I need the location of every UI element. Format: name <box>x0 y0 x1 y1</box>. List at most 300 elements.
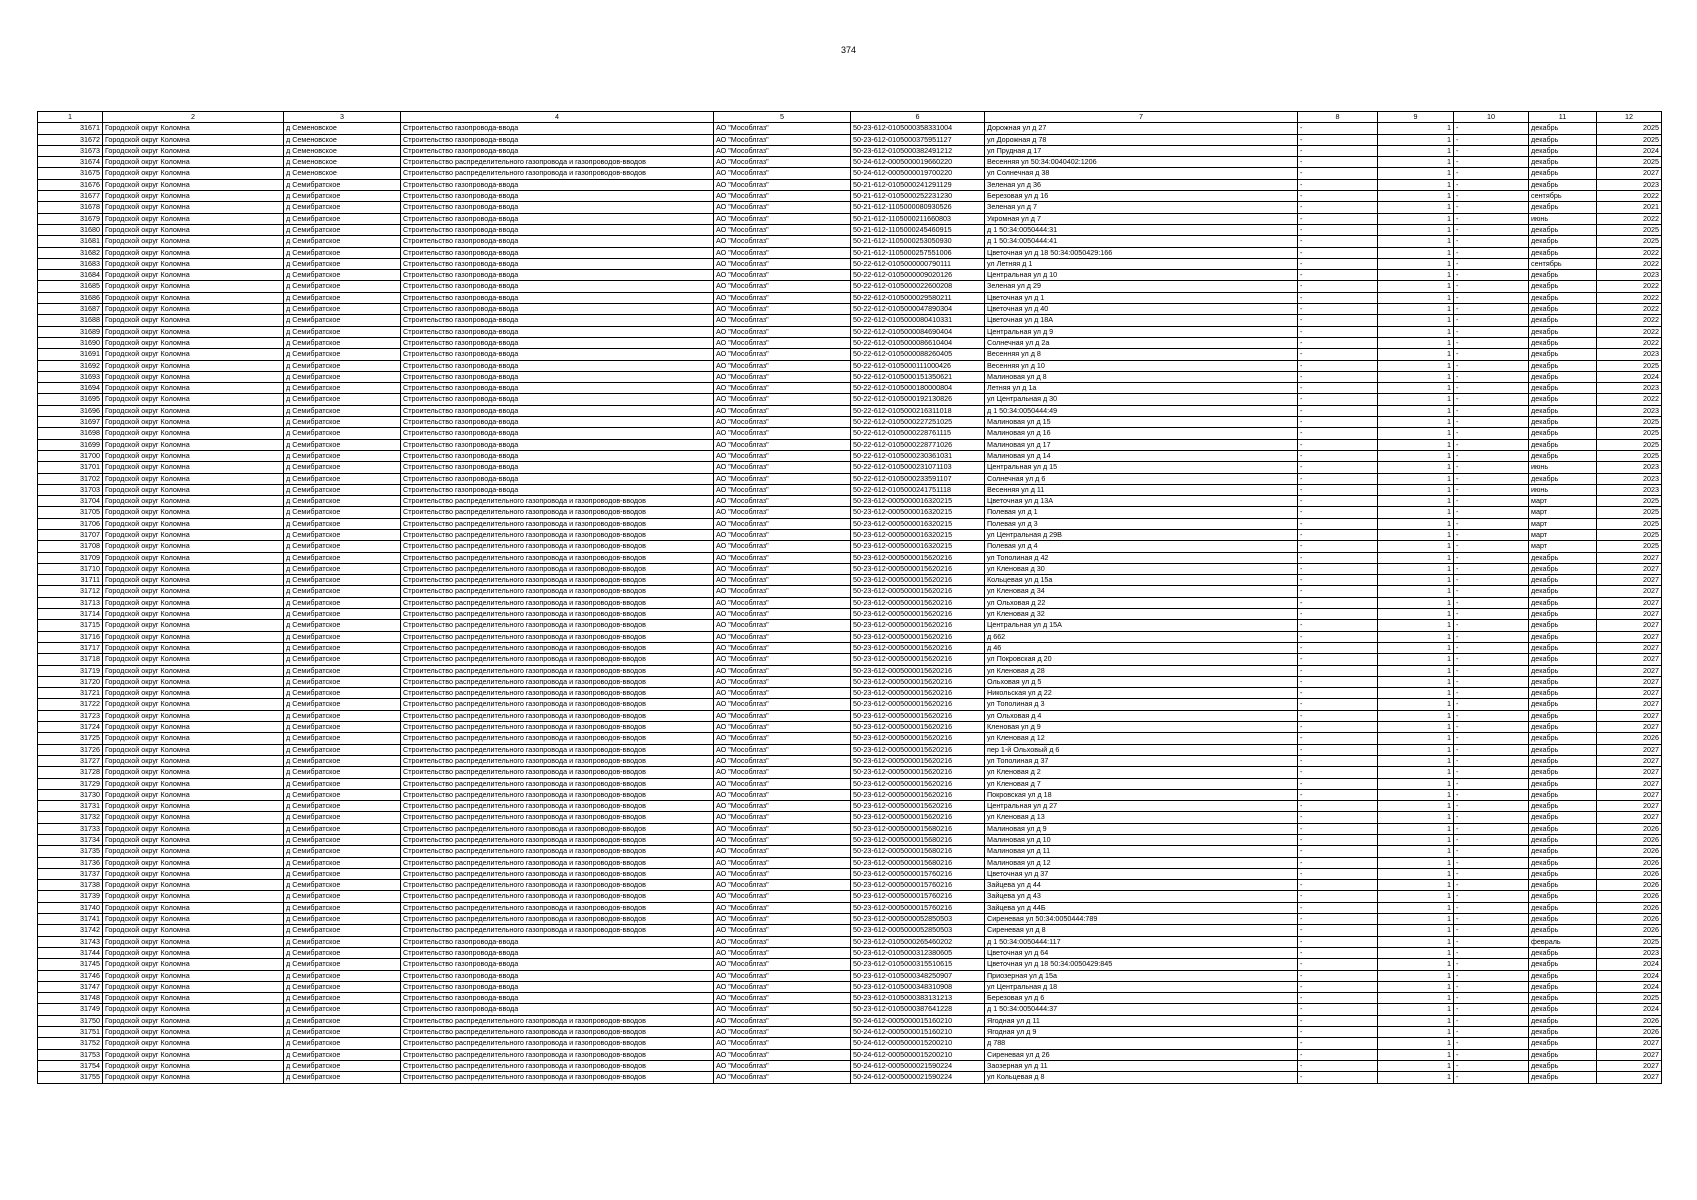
table-cell: Строительство газопровода-ввода <box>401 462 714 473</box>
table-cell: АО "Мособлгаз" <box>714 145 851 156</box>
table-cell: АО "Мособлгаз" <box>714 925 851 936</box>
table-cell: д Семибратское <box>284 360 401 371</box>
table-cell: Городской округ Коломна <box>103 993 284 1004</box>
table-row <box>38 755 1662 766</box>
table-cell: 1 <box>1378 597 1454 608</box>
table-row <box>38 247 1662 258</box>
table-cell: Заозерная ул д 11 <box>985 1060 1298 1071</box>
table-cell: д Семибратское <box>284 484 401 495</box>
table-cell: 31730 <box>38 789 103 800</box>
table-cell: Строительство распределительного газопровода и газопроводов-вводов <box>401 507 714 518</box>
table-cell: 31744 <box>38 947 103 958</box>
table-cell: Цветочная ул д 13А <box>985 496 1298 507</box>
table-cell: 50-24-612-0005000015200210 <box>851 1038 985 1049</box>
table-cell: д Семибратское <box>284 812 401 823</box>
table-cell: - <box>1454 450 1529 461</box>
table-cell: ул Кленовая д 12 <box>985 733 1298 744</box>
table-cell: - <box>1298 236 1378 247</box>
table-cell: 1 <box>1378 1015 1454 1026</box>
table-cell: 2027 <box>1597 699 1662 710</box>
table-cell: АО "Мособлгаз" <box>714 936 851 947</box>
table-cell: АО "Мособлгаз" <box>714 1060 851 1071</box>
table-cell: Городской округ Коломна <box>103 371 284 382</box>
table-cell: АО "Мособлгаз" <box>714 1004 851 1015</box>
table-cell: Городской округ Коломна <box>103 959 284 970</box>
table-cell: 31705 <box>38 507 103 518</box>
table-cell: 50-23-612-0005000015620216 <box>851 801 985 812</box>
table-row <box>38 609 1662 620</box>
table-cell: декабрь <box>1529 631 1597 642</box>
table-cell: 31716 <box>38 631 103 642</box>
table-cell: Строительство распределительного газопровода и газопроводов-вводов <box>401 733 714 744</box>
table-cell: - <box>1454 428 1529 439</box>
table-cell: Строительство распределительного газопровода и газопроводов-вводов <box>401 891 714 902</box>
table-row <box>38 462 1662 473</box>
table-cell: - <box>1454 157 1529 168</box>
table-cell: 2027 <box>1597 642 1662 653</box>
table-row <box>38 1004 1662 1015</box>
table-cell: АО "Мособлгаз" <box>714 337 851 348</box>
table-cell: Строительство газопровода-ввода <box>401 292 714 303</box>
table-cell: Малиновая ул д 11 <box>985 846 1298 857</box>
table-cell: - <box>1298 642 1378 653</box>
table-cell: Цветочная ул д 18А <box>985 315 1298 326</box>
page-number: 374 <box>840 45 857 55</box>
table-cell: декабрь <box>1529 642 1597 653</box>
table-cell: Полевая ул д 4 <box>985 541 1298 552</box>
table-cell: АО "Мособлгаз" <box>714 258 851 269</box>
table-cell: 1 <box>1378 609 1454 620</box>
table-cell: 1 <box>1378 213 1454 224</box>
table-cell: Строительство газопровода-ввода <box>401 337 714 348</box>
table-cell: декабрь <box>1529 224 1597 235</box>
table-cell: 31752 <box>38 1038 103 1049</box>
table-cell: д Семибратское <box>284 1049 401 1060</box>
column-header: 3 <box>284 112 401 123</box>
table-cell: 50-23-612-0005000015620216 <box>851 563 985 574</box>
table-cell: Городской округ Коломна <box>103 417 284 428</box>
table-cell: декабрь <box>1529 337 1597 348</box>
table-cell: - <box>1298 755 1378 766</box>
table-cell: д Семеновское <box>284 157 401 168</box>
table-cell: АО "Мособлгаз" <box>714 914 851 925</box>
table-cell: 2023 <box>1597 484 1662 495</box>
table-cell: Городской округ Коломна <box>103 1049 284 1060</box>
table-row <box>38 868 1662 879</box>
table-cell: 50-22-612-0105000029580211 <box>851 292 985 303</box>
table-cell: декабрь <box>1529 315 1597 326</box>
table-row <box>38 145 1662 156</box>
table-cell: 31679 <box>38 213 103 224</box>
table-cell: Весенняя ул д 10 <box>985 360 1298 371</box>
table-cell: 2026 <box>1597 868 1662 879</box>
table-cell: - <box>1454 145 1529 156</box>
table-cell: АО "Мособлгаз" <box>714 710 851 721</box>
table-cell: д Семибратское <box>284 981 401 992</box>
table-cell: 1 <box>1378 258 1454 269</box>
table-cell: - <box>1454 496 1529 507</box>
table-cell: д Семибратское <box>284 654 401 665</box>
table-cell: д Семибратское <box>284 394 401 405</box>
table-cell: 31672 <box>38 134 103 145</box>
table-cell: Строительство распределительного газопровода и газопроводов-вводов <box>401 552 714 563</box>
table-cell: 31694 <box>38 383 103 394</box>
table-cell: Городской округ Коломна <box>103 349 284 360</box>
table-cell: Городской округ Коломна <box>103 428 284 439</box>
table-cell: Зеленая ул д 7 <box>985 202 1298 213</box>
table-cell: 1 <box>1378 304 1454 315</box>
table-cell: д Семибратское <box>284 202 401 213</box>
table-cell: ул Летняя д 1 <box>985 258 1298 269</box>
table-cell: Строительство газопровода-ввода <box>401 959 714 970</box>
table-cell: 1 <box>1378 428 1454 439</box>
table-cell: 50-23-612-0005000016320215 <box>851 518 985 529</box>
table-cell: 31680 <box>38 224 103 235</box>
table-cell: декабрь <box>1529 609 1597 620</box>
table-cell: 31678 <box>38 202 103 213</box>
table-cell: - <box>1298 947 1378 958</box>
table-cell: 31696 <box>38 405 103 416</box>
table-cell: Строительство газопровода-ввода <box>401 270 714 281</box>
table-cell: 50-22-612-0105000241751118 <box>851 484 985 495</box>
table-cell: пер 1-й Ольховый д 6 <box>985 744 1298 755</box>
table-cell: Городской округ Коломна <box>103 575 284 586</box>
table-cell: АО "Мособлгаз" <box>714 1049 851 1060</box>
table-cell: 2024 <box>1597 981 1662 992</box>
table-cell: 2023 <box>1597 179 1662 190</box>
table-cell: 2026 <box>1597 902 1662 913</box>
table-cell: д Семибратское <box>284 868 401 879</box>
table-cell: - <box>1298 1027 1378 1038</box>
table-cell: 50-24-612-0005000021590224 <box>851 1072 985 1083</box>
table-cell: АО "Мособлгаз" <box>714 993 851 1004</box>
table-cell: 2026 <box>1597 914 1662 925</box>
table-cell: АО "Мособлгаз" <box>714 846 851 857</box>
table-cell: д Семибратское <box>284 642 401 653</box>
table-cell: 2023 <box>1597 947 1662 958</box>
table-cell: Строительство распределительного газопровода и газопроводов-вводов <box>401 597 714 608</box>
table-cell: - <box>1298 597 1378 608</box>
table-cell: 50-23-612-0005000015620216 <box>851 744 985 755</box>
table-cell: - <box>1298 157 1378 168</box>
table-cell: АО "Мособлгаз" <box>714 778 851 789</box>
table-cell: - <box>1454 733 1529 744</box>
table-row <box>38 281 1662 292</box>
table-cell: Строительство газопровода-ввода <box>401 428 714 439</box>
table-cell: 50-23-612-0005000016320215 <box>851 529 985 540</box>
table-cell: 50-21-612-1105000211660803 <box>851 213 985 224</box>
table-cell: д Семибратское <box>284 801 401 812</box>
table-cell: АО "Мособлгаз" <box>714 360 851 371</box>
table-cell: - <box>1298 688 1378 699</box>
table-cell: Центральная ул д 15А <box>985 620 1298 631</box>
table-cell: 31746 <box>38 970 103 981</box>
table-cell: - <box>1454 823 1529 834</box>
table-cell: - <box>1298 654 1378 665</box>
table-cell: 50-22-612-0105000111000426 <box>851 360 985 371</box>
table-cell: Городской округ Коломна <box>103 710 284 721</box>
table-cell: 31732 <box>38 812 103 823</box>
table-cell: декабрь <box>1529 981 1597 992</box>
table-cell: - <box>1298 1060 1378 1071</box>
table-cell: - <box>1298 993 1378 1004</box>
table-row <box>38 518 1662 529</box>
table-cell: Городской округ Коломна <box>103 812 284 823</box>
table-cell: 50-24-612-0005000015160210 <box>851 1015 985 1026</box>
table-cell: - <box>1454 880 1529 891</box>
table-cell: д Семибратское <box>284 552 401 563</box>
table-cell: 2027 <box>1597 620 1662 631</box>
table-cell: Городской округ Коломна <box>103 315 284 326</box>
table-row <box>38 1027 1662 1038</box>
table-cell: д Семибратское <box>284 1004 401 1015</box>
table-cell: 1 <box>1378 699 1454 710</box>
table-cell: 50-21-612-1105000245460915 <box>851 224 985 235</box>
table-cell: - <box>1298 202 1378 213</box>
table-cell: март <box>1529 541 1597 552</box>
table-cell: АО "Мособлгаз" <box>714 767 851 778</box>
table-cell: Городской округ Коломна <box>103 620 284 631</box>
table-cell: Березовая ул д 6 <box>985 993 1298 1004</box>
table-cell: Строительство распределительного газопровода и газопроводов-вводов <box>401 620 714 631</box>
table-cell: 50-23-612-0005000015620216 <box>851 755 985 766</box>
table-cell: 2025 <box>1597 417 1662 428</box>
table-cell: 1 <box>1378 179 1454 190</box>
table-cell: 50-23-612-0005000015620216 <box>851 586 985 597</box>
table-cell: 31726 <box>38 744 103 755</box>
table-cell: Строительство распределительного газопровода и газопроводов-вводов <box>401 654 714 665</box>
table-cell: ул Кленовая д 28 <box>985 665 1298 676</box>
table-cell: д Семибратское <box>284 1038 401 1049</box>
table-cell: Городской округ Коломна <box>103 563 284 574</box>
table-cell: 50-22-612-0105000233591107 <box>851 473 985 484</box>
table-row <box>38 179 1662 190</box>
table-cell: 1 <box>1378 755 1454 766</box>
table-cell: 31671 <box>38 123 103 134</box>
table-cell: 1 <box>1378 835 1454 846</box>
table-cell: 2023 <box>1597 349 1662 360</box>
table-cell: 50-23-612-0005000015620216 <box>851 642 985 653</box>
table-cell: - <box>1454 755 1529 766</box>
table-cell: д Семибратское <box>284 270 401 281</box>
table-row <box>38 450 1662 461</box>
table-cell: д Семибратское <box>284 1015 401 1026</box>
table-cell: - <box>1298 349 1378 360</box>
table-cell: 1 <box>1378 676 1454 687</box>
table-cell: - <box>1454 507 1529 518</box>
table-cell: 50-23-612-0005000015620216 <box>851 620 985 631</box>
table-row <box>38 710 1662 721</box>
table-cell: 2023 <box>1597 462 1662 473</box>
table-cell: д Семибратское <box>284 733 401 744</box>
table-cell: 2025 <box>1597 134 1662 145</box>
table-cell: 50-24-612-0005000019700220 <box>851 168 985 179</box>
table-cell: 2025 <box>1597 496 1662 507</box>
table-row <box>38 857 1662 868</box>
table-cell: 2022 <box>1597 326 1662 337</box>
table-cell: Городской округ Коломна <box>103 270 284 281</box>
table-cell: - <box>1298 213 1378 224</box>
table-row <box>38 484 1662 495</box>
table-row <box>38 812 1662 823</box>
table-cell: Строительство распределительного газопровода и газопроводов-вводов <box>401 541 714 552</box>
table-row <box>38 563 1662 574</box>
column-header: 6 <box>851 112 985 123</box>
table-cell: Городской округ Коломна <box>103 823 284 834</box>
column-header: 11 <box>1529 112 1597 123</box>
table-cell: Городской округ Коломна <box>103 609 284 620</box>
table-cell: Городской округ Коломна <box>103 597 284 608</box>
table-cell: - <box>1298 778 1378 789</box>
table-row <box>38 631 1662 642</box>
table-cell: АО "Мособлгаз" <box>714 326 851 337</box>
table-cell: Городской округ Коломна <box>103 1072 284 1083</box>
table-row <box>38 778 1662 789</box>
table-cell: - <box>1298 473 1378 484</box>
table-cell: Городской округ Коломна <box>103 134 284 145</box>
table-cell: Малиновая ул д 8 <box>985 371 1298 382</box>
column-header: 8 <box>1298 112 1378 123</box>
table-cell: Строительство газопровода-ввода <box>401 281 714 292</box>
table-cell: 2025 <box>1597 541 1662 552</box>
table-cell: АО "Мособлгаз" <box>714 1038 851 1049</box>
table-cell: Строительство распределительного газопровода и газопроводов-вводов <box>401 1015 714 1026</box>
table-cell: Городской округ Коломна <box>103 778 284 789</box>
table-cell: 1 <box>1378 168 1454 179</box>
table-cell: - <box>1298 676 1378 687</box>
table-cell: декабрь <box>1529 1015 1597 1026</box>
table-cell: Строительство газопровода-ввода <box>401 202 714 213</box>
table-row <box>38 959 1662 970</box>
table-cell: Солнечная ул д 6 <box>985 473 1298 484</box>
table-cell: Строительство распределительного газопровода и газопроводов-вводов <box>401 642 714 653</box>
table-cell: Городской округ Коломна <box>103 168 284 179</box>
table-cell: - <box>1454 936 1529 947</box>
table-cell: 1 <box>1378 145 1454 156</box>
table-cell: - <box>1298 281 1378 292</box>
table-cell: 1 <box>1378 902 1454 913</box>
table-cell: - <box>1298 891 1378 902</box>
table-cell: Сиреневая ул д 8 <box>985 925 1298 936</box>
table-cell: 1 <box>1378 529 1454 540</box>
table-row <box>38 597 1662 608</box>
table-cell: АО "Мособлгаз" <box>714 563 851 574</box>
table-cell: 1 <box>1378 778 1454 789</box>
table-cell: Городской округ Коломна <box>103 891 284 902</box>
table-cell: - <box>1454 902 1529 913</box>
table-cell: 1 <box>1378 812 1454 823</box>
table-cell: Зайцева ул д 44Б <box>985 902 1298 913</box>
table-cell: Строительство газопровода-ввода <box>401 191 714 202</box>
table-cell: Строительство газопровода-ввода <box>401 981 714 992</box>
table-cell: 50-23-612-0005000015620216 <box>851 733 985 744</box>
table-cell: Городской округ Коломна <box>103 733 284 744</box>
table-cell: декабрь <box>1529 902 1597 913</box>
table-cell: 2024 <box>1597 959 1662 970</box>
table-cell: Городской округ Коломна <box>103 1038 284 1049</box>
table-cell: 2022 <box>1597 247 1662 258</box>
table-cell: декабрь <box>1529 722 1597 733</box>
table-cell: АО "Мособлгаз" <box>714 812 851 823</box>
table-cell: Городской округ Коломна <box>103 665 284 676</box>
table-cell: АО "Мособлгаз" <box>714 801 851 812</box>
table-cell: 50-23-612-0005000015620216 <box>851 710 985 721</box>
table-cell: 2027 <box>1597 1038 1662 1049</box>
table-cell: 2025 <box>1597 450 1662 461</box>
table-cell: 2025 <box>1597 507 1662 518</box>
table-cell: АО "Мособлгаз" <box>714 270 851 281</box>
table-cell: АО "Мособлгаз" <box>714 631 851 642</box>
column-header: 9 <box>1378 112 1454 123</box>
table-cell: - <box>1454 722 1529 733</box>
table-cell: Городской округ Коломна <box>103 224 284 235</box>
table-cell: 2024 <box>1597 145 1662 156</box>
table-cell: 1 <box>1378 993 1454 1004</box>
table-cell: декабрь <box>1529 394 1597 405</box>
table-cell: ул Центральная д 30 <box>985 394 1298 405</box>
table-cell: декабрь <box>1529 744 1597 755</box>
table-row <box>38 789 1662 800</box>
table-cell: - <box>1298 258 1378 269</box>
table-cell: 50-23-612-0005000015620216 <box>851 631 985 642</box>
table-cell: Строительство распределительного газопровода и газопроводов-вводов <box>401 676 714 687</box>
table-cell: 1 <box>1378 157 1454 168</box>
table-cell: Городской округ Коломна <box>103 123 284 134</box>
table-cell: д Семибратское <box>284 292 401 303</box>
table-cell: 31722 <box>38 699 103 710</box>
table-cell: д Семибратское <box>284 281 401 292</box>
table-cell: - <box>1298 631 1378 642</box>
table-cell: д Семибратское <box>284 541 401 552</box>
table-cell: 1 <box>1378 292 1454 303</box>
table-cell: декабрь <box>1529 823 1597 834</box>
table-cell: Цветочная ул д 1 <box>985 292 1298 303</box>
table-row <box>38 337 1662 348</box>
table-cell: 31714 <box>38 609 103 620</box>
table-cell: Городской округ Коломна <box>103 789 284 800</box>
table-cell: Городской округ Коломна <box>103 755 284 766</box>
table-cell: 50-22-612-0105000022600208 <box>851 281 985 292</box>
table-cell: - <box>1298 1038 1378 1049</box>
table-cell: 2021 <box>1597 202 1662 213</box>
table-cell: - <box>1298 552 1378 563</box>
table-cell: д Семибратское <box>284 846 401 857</box>
table-cell: - <box>1454 688 1529 699</box>
table-cell: АО "Мособлгаз" <box>714 236 851 247</box>
table-cell: 2027 <box>1597 812 1662 823</box>
table-cell: Городской округ Коломна <box>103 801 284 812</box>
table-cell: 1 <box>1378 371 1454 382</box>
table-cell: - <box>1298 394 1378 405</box>
table-cell: 31725 <box>38 733 103 744</box>
table-cell: - <box>1298 360 1378 371</box>
table-cell: АО "Мособлгаз" <box>714 179 851 190</box>
table-cell: АО "Мособлгаз" <box>714 484 851 495</box>
table-cell: АО "Мособлгаз" <box>714 981 851 992</box>
table-cell: Малиновая ул д 10 <box>985 835 1298 846</box>
table-cell: Дорожная ул д 27 <box>985 123 1298 134</box>
table-cell: Строительство газопровода-ввода <box>401 371 714 382</box>
table-cell: АО "Мособлгаз" <box>714 496 851 507</box>
table-cell: 1 <box>1378 563 1454 574</box>
table-cell: Зеленая ул д 29 <box>985 281 1298 292</box>
table-cell: 31710 <box>38 563 103 574</box>
table-row <box>38 846 1662 857</box>
table-cell: д Семибратское <box>284 213 401 224</box>
table-cell: 1 <box>1378 575 1454 586</box>
table-cell: Строительство распределительного газопровода и газопроводов-вводов <box>401 529 714 540</box>
table-cell: АО "Мособлгаз" <box>714 168 851 179</box>
